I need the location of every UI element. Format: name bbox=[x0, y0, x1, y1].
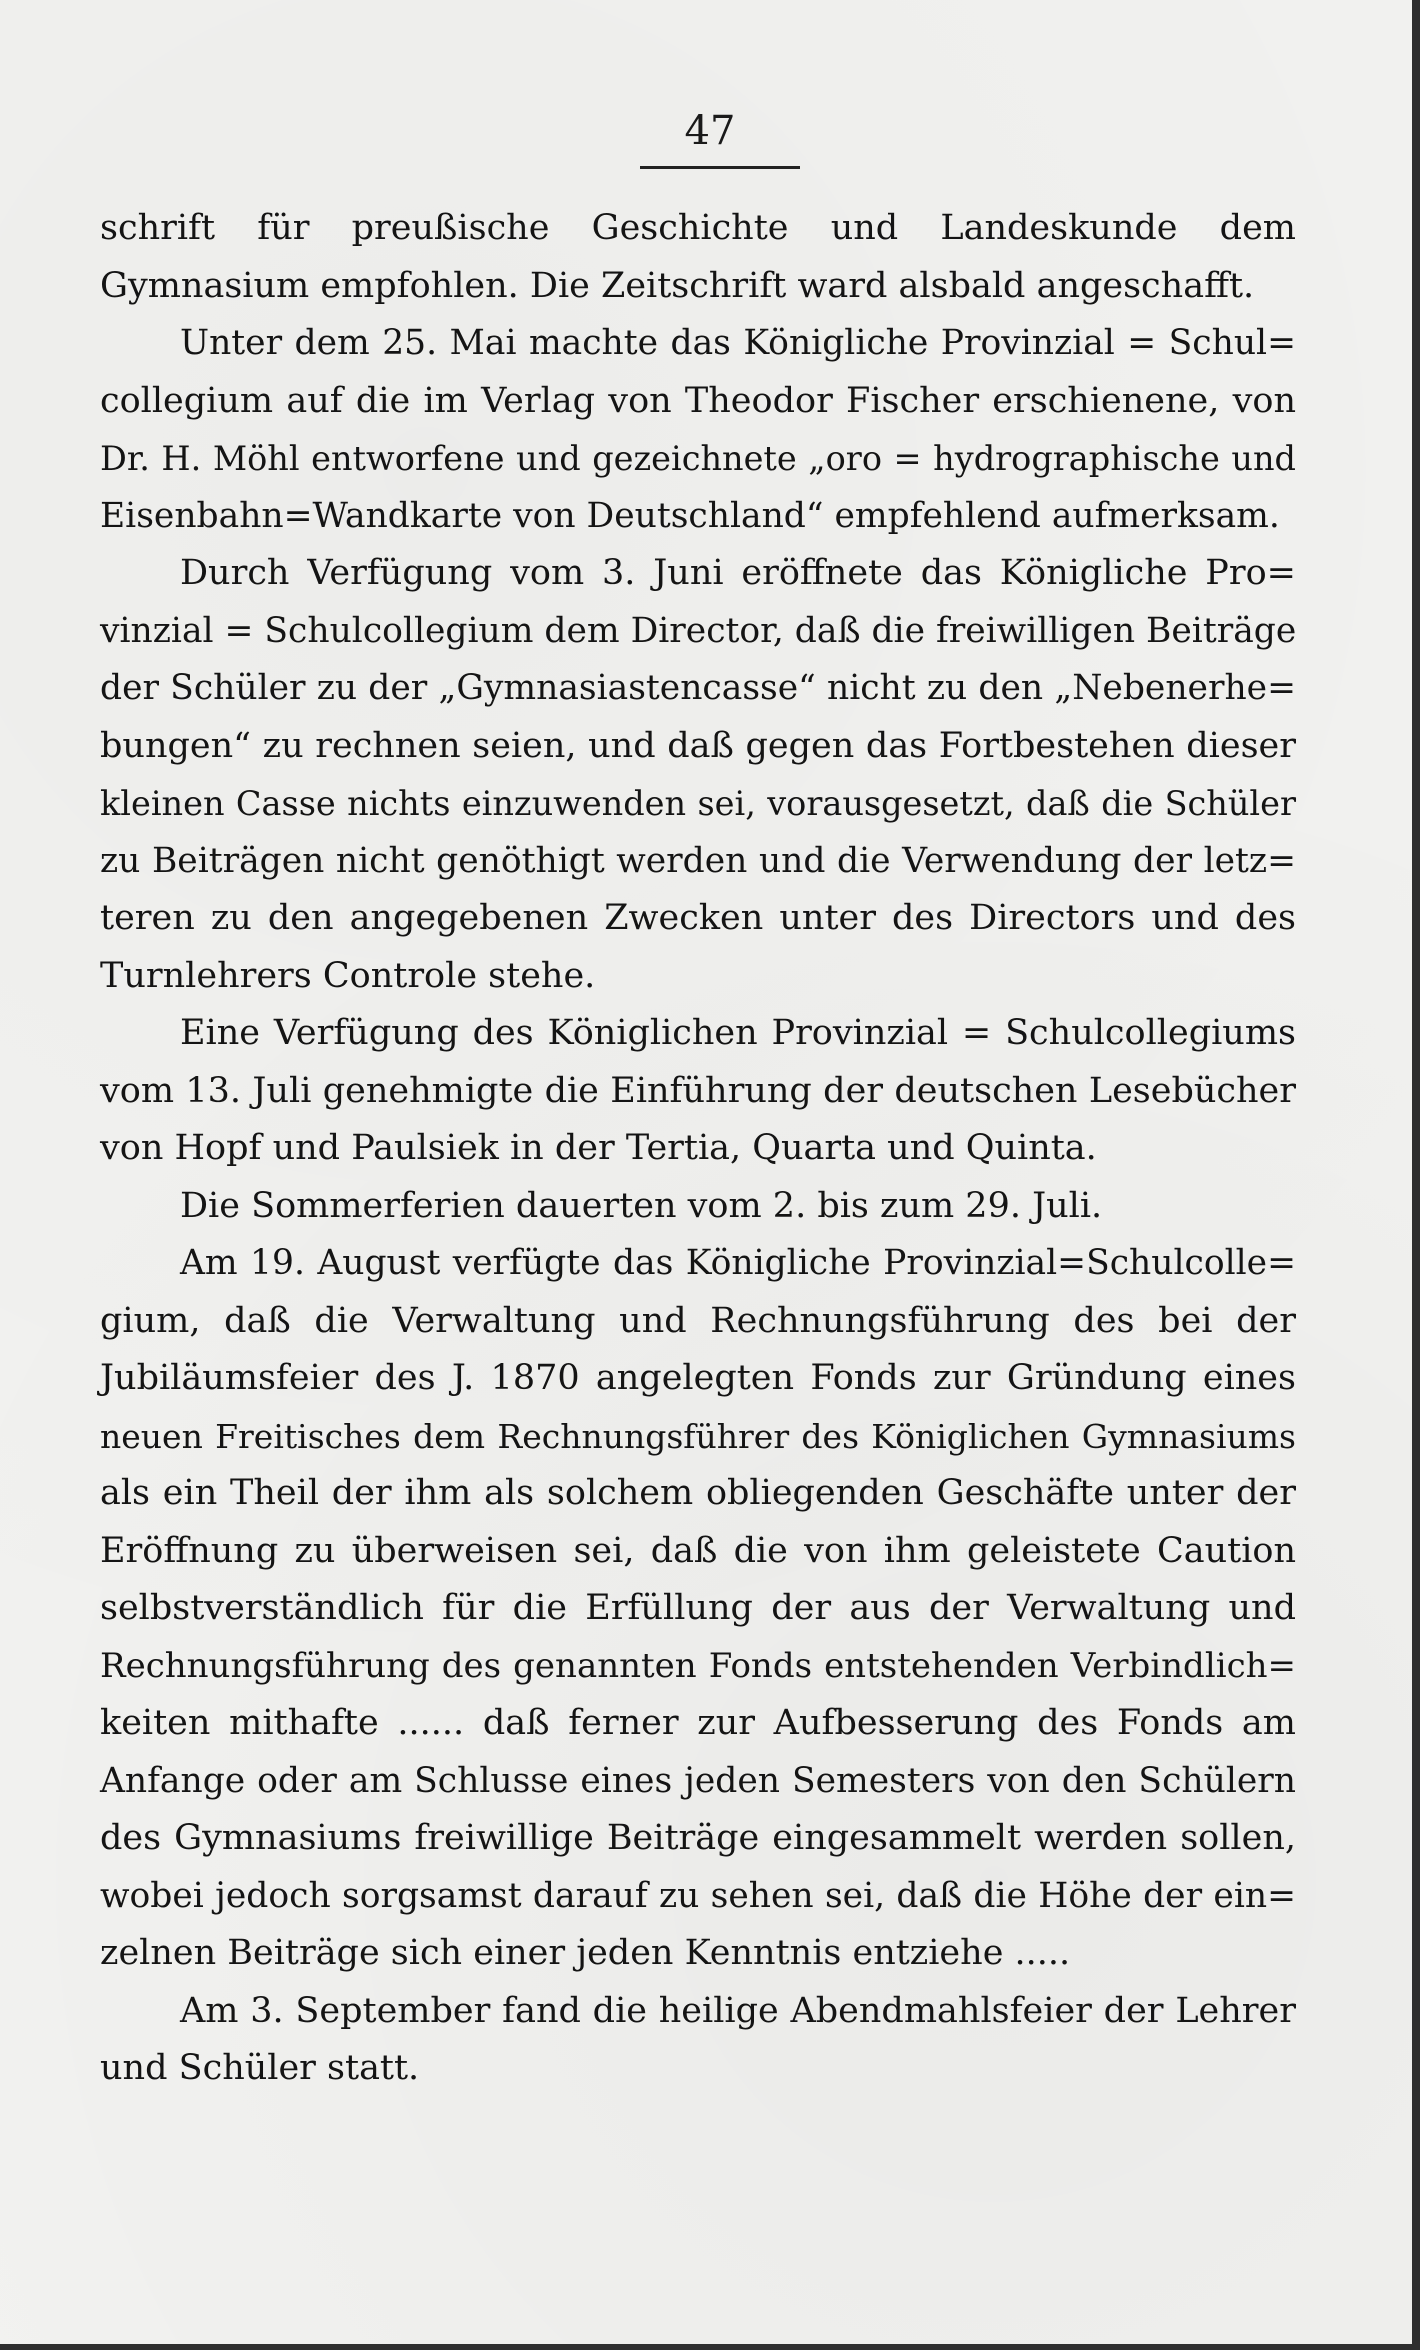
text-line: und Schüler statt. bbox=[100, 2048, 420, 2088]
text-line: des Gymnasiums freiwillige Beiträge eingesammelt werden sollen, bbox=[100, 1818, 1296, 1858]
text-line: Gymnasium empfohlen. Die Zeitschrift ward alsbald angeschafft. bbox=[100, 265, 1255, 306]
text-line: Durch Verfügung vom 3. Juni eröffnete das Königliche Pro= bbox=[180, 553, 1296, 593]
text-line: zelnen Beiträge sich einer jeden Kenntnis entziehe ..... bbox=[100, 1933, 1071, 1973]
text-line: vinzial = Schulcollegium dem Director, daß die freiwilligen Beiträge bbox=[100, 610, 1297, 651]
text-line: von Hopf und Paulsiek in der Tertia, Quarta und Quinta. bbox=[100, 1128, 1097, 1168]
text-line: Anfange oder am Schlusse eines jeden Semesters von den Schülern bbox=[100, 1760, 1296, 1801]
text-line: Unter dem 25. Mai machte das Königliche Provinzial = Schul= bbox=[180, 323, 1296, 363]
text-line: Eisenbahn=Wandkarte von Deutschland“ empfehlend aufmerksam. bbox=[100, 495, 1280, 536]
text-line: kleinen Casse nichts einzuwenden sei, vorausgesetzt, daß die Schüler bbox=[100, 784, 1296, 823]
text-line: als ein Theil der ihm als solchem obliegenden Geschäfte unter der bbox=[100, 1473, 1296, 1513]
text-line: Am 3. September fand die heilige Abendmahlsfeier der Lehrer bbox=[180, 1990, 1296, 2031]
text-line: schrift für preußische Geschichte und Landeskunde dem bbox=[100, 208, 1296, 248]
text-line: Am 19. August verfügte das Königliche Provinzial=Schulcolle= bbox=[180, 1243, 1296, 1283]
text-line: neuen Freitisches dem Rechnungsführer des Königlichen Gymnasiums bbox=[100, 1416, 1296, 1456]
text-line: zu Beiträgen nicht genöthigt werden und die Verwendung der letz= bbox=[100, 840, 1296, 881]
text-line: der Schüler zu der „Gymnasiastencasse“ nicht zu den „Nebenerhe= bbox=[100, 668, 1296, 708]
body-text bbox=[100, 200, 1296, 2098]
text-line: Eine Verfügung des Königlichen Provinzial = Schulcollegiums bbox=[180, 1013, 1296, 1053]
text-line: wobei jedoch sorgsamst darauf zu sehen sei, daß die Höhe der ein= bbox=[100, 1875, 1296, 1916]
text-line: Eröffnung zu überweisen sei, daß die von ihm geleistete Caution bbox=[100, 1530, 1296, 1571]
text-line: collegium auf die im Verlag von Theodor Fischer erschienene, von bbox=[100, 380, 1296, 421]
text-line: keiten mithafte ...... daß ferner zur Aufbesserung des Fonds am bbox=[100, 1703, 1296, 1743]
text-line: teren zu den angegebenen Zwecken unter des Directors und des bbox=[100, 898, 1296, 938]
scan-edge-bottom bbox=[0, 2344, 1420, 2350]
page-number-rule bbox=[640, 166, 800, 169]
text-line: Rechnungsführung des genannten Fonds entstehenden Verbindlich= bbox=[100, 1645, 1296, 1686]
text-line: selbstverständlich für die Erfüllung der aus der Verwaltung und bbox=[100, 1588, 1296, 1628]
text-line: Die Sommerferien dauerten vom 2. bis zum 29. Juli. bbox=[180, 1185, 1103, 1226]
page-number: 47 bbox=[684, 108, 736, 154]
text-line: Dr. H. Möhl entworfene und gezeichnete „oro = hydrographische und bbox=[100, 439, 1296, 478]
text-line: Turnlehrers Controle stehe. bbox=[100, 955, 596, 996]
scan-edge-right bbox=[1412, 0, 1420, 2350]
text-line: gium, daß die Verwaltung und Rechnungsführung des bei der bbox=[100, 1300, 1296, 1341]
text-line: Jubiläumsfeier des J. 1870 angelegten Fonds zur Gründung eines bbox=[100, 1358, 1296, 1398]
text-line: bungen“ zu rechnen seien, und daß gegen das Fortbestehen dieser bbox=[100, 725, 1296, 766]
text-line: vom 13. Juli genehmigte die Einführung der deutschen Lesebücher bbox=[100, 1070, 1296, 1111]
